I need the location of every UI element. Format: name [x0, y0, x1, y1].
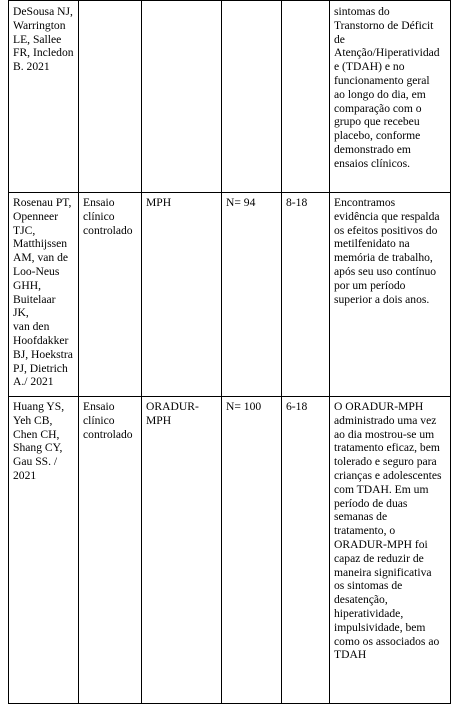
design-cell — [79, 397, 142, 704]
author-cell — [9, 1, 79, 193]
author-cell — [9, 397, 79, 704]
author-cell — [9, 193, 79, 397]
result-cell — [330, 397, 451, 704]
table-row — [9, 397, 451, 704]
sample-cell — [222, 397, 282, 704]
sample-text: N= 100 — [226, 400, 262, 413]
age-text: 8-18 — [286, 196, 308, 209]
result-cell — [330, 193, 451, 397]
age-cell — [282, 1, 330, 193]
drug-text: MPH — [146, 196, 172, 209]
author-text: Huang YS, Yeh CB, Chen CH, Shang CY, Gau SS. / 2021 — [13, 400, 65, 482]
drug-cell — [142, 397, 222, 704]
author-text: DeSousa NJ, Warrington LE, Sallee FR, Incledon B. 2021 — [13, 5, 74, 74]
table-row — [9, 1, 451, 193]
result-text: Encontramos evidência que respalda os efeitos positivos do metilfenidato na memória de trabalho, após seu uso contínuo por um período superior a dois anos. — [334, 196, 440, 306]
design-cell — [79, 193, 142, 397]
literature-table — [8, 0, 451, 704]
age-cell — [282, 397, 330, 704]
result-cell — [330, 1, 451, 193]
design-text: Ensaio clínico controlado — [83, 196, 133, 237]
result-text: O ORADUR-MPH administrado uma vez ao dia mostrou-se um tratamento eficaz, bem tolerado e seguro para crianças e adolescentes com TDAH. Em um período de duas semanas de tratamento, o ORADUR-MPH foi capaz de reduzir de maneira significativa os sintomas de desatenção, hiperatividade, impulsividade, bem como os associados ao TDAH — [334, 400, 442, 662]
drug-text: ORADUR- MPH — [146, 400, 199, 427]
sample-cell — [222, 193, 282, 397]
sample-text: N= 94 — [226, 196, 256, 209]
drug-cell — [142, 193, 222, 397]
design-text: Ensaio clínico controlado — [83, 400, 133, 441]
design-cell — [79, 1, 142, 193]
age-text: 6-18 — [286, 400, 308, 413]
table-row — [9, 193, 451, 397]
sample-cell — [222, 1, 282, 193]
age-cell — [282, 193, 330, 397]
author-text: Rosenau PT, Openneer TJC, Matthijssen AM, van de Loo-Neus GHH, Buitelaar JK, van den Hoofdakker BJ, Hoekstra PJ, Dietrich A./ 2021 — [13, 196, 73, 389]
result-text: sintomas do Transtorno de Déficit de Atenção/Hiperatividad e (TDAH) e no funcionamento geral ao longo do dia, em comparação com o grupo que recebeu placebo, conforme demonstrado em ensaios clínicos. — [334, 5, 440, 170]
drug-cell — [142, 1, 222, 193]
